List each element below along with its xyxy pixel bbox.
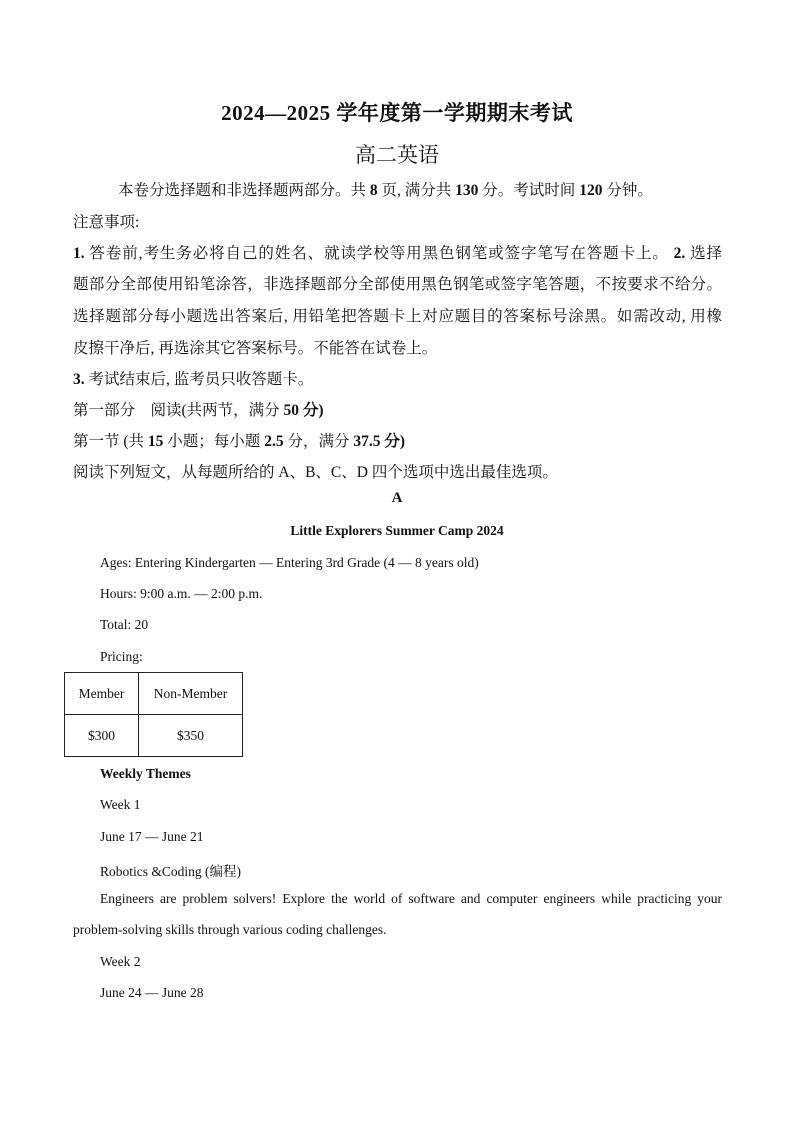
note-1-line-4: 皮擦干净后, 再选涂其它答案标号。不能答在试卷上。: [73, 340, 438, 357]
note-3: 3. 考试结束后, 监考员只收答题卡。: [73, 371, 314, 388]
camp-ages: Ages: Entering Kindergarten — Entering 3rd Grade (4 — 8 years old): [100, 555, 479, 570]
reading-instruction: 阅读下列短文，从每题所给的 A、B、C、D 四个选项中选出最佳选项。: [73, 464, 558, 481]
section-1-heading: 第一节 (共 15 小题；每小题 2.5 分，满分 37.5 分): [73, 433, 405, 450]
passage-title: Little Explorers Summer Camp 2024: [290, 523, 504, 538]
part-1-heading: 第一部分 阅读(共两节，满分 50 分): [73, 402, 324, 419]
week-2-label: Week 2: [100, 954, 141, 969]
week-1-label: Week 1: [100, 797, 141, 812]
pricing-header-member: Member: [65, 673, 139, 715]
pricing-value-row: [65, 715, 243, 757]
exam-title: 2024—2025 学年度第一学期期末考试: [221, 101, 573, 125]
exam-subject: 高二英语: [355, 143, 439, 167]
pricing-header-row: [65, 673, 243, 715]
pricing-table: [64, 672, 243, 757]
pricing-label: Pricing:: [100, 649, 143, 664]
week-1-theme: Robotics &Coding (编程): [100, 864, 241, 879]
note-1-line-1: 1. 答卷前,考生务必将自己的姓名、就读学校等用黑色钢笔或签字笔写在答题卡上。 2. 选择: [73, 245, 722, 262]
themes-heading: Weekly Themes: [100, 766, 191, 781]
week-1-description-line-1: Engineers are problem solvers! Explore the world of software and computer engineers while practicing your: [100, 891, 722, 906]
week-2-dates: June 24 — June 28: [100, 985, 204, 1000]
pricing-non-member-value: $350: [139, 715, 243, 757]
intro-line: 本卷分选择题和非选择题两部分。共 8 页, 满分共 130 分。考试时间 120 分钟。: [118, 182, 653, 199]
note-1-line-3: 选择题部分每小题选出答案后, 用铅笔把答题卡上对应题目的答案标号涂黑。如需改动, 用橡: [73, 308, 722, 325]
week-1-description-line-2: problem-solving skills through various coding challenges.: [73, 922, 387, 937]
passage-letter: A: [391, 490, 403, 506]
note-1-line-2: 题部分全部使用铅笔涂答，非选择题部分全部使用黑色钢笔或签字笔答题，不按要求不给分。: [73, 276, 722, 293]
notes-label: 注意事项:: [73, 214, 140, 231]
pricing-header-non-member: Non-Member: [139, 673, 243, 715]
pricing-member-value: $300: [65, 715, 139, 757]
camp-hours: Hours: 9:00 a.m. — 2:00 p.m.: [100, 586, 263, 601]
week-1-dates: June 17 — June 21: [100, 829, 204, 844]
camp-total: Total: 20: [100, 617, 149, 632]
